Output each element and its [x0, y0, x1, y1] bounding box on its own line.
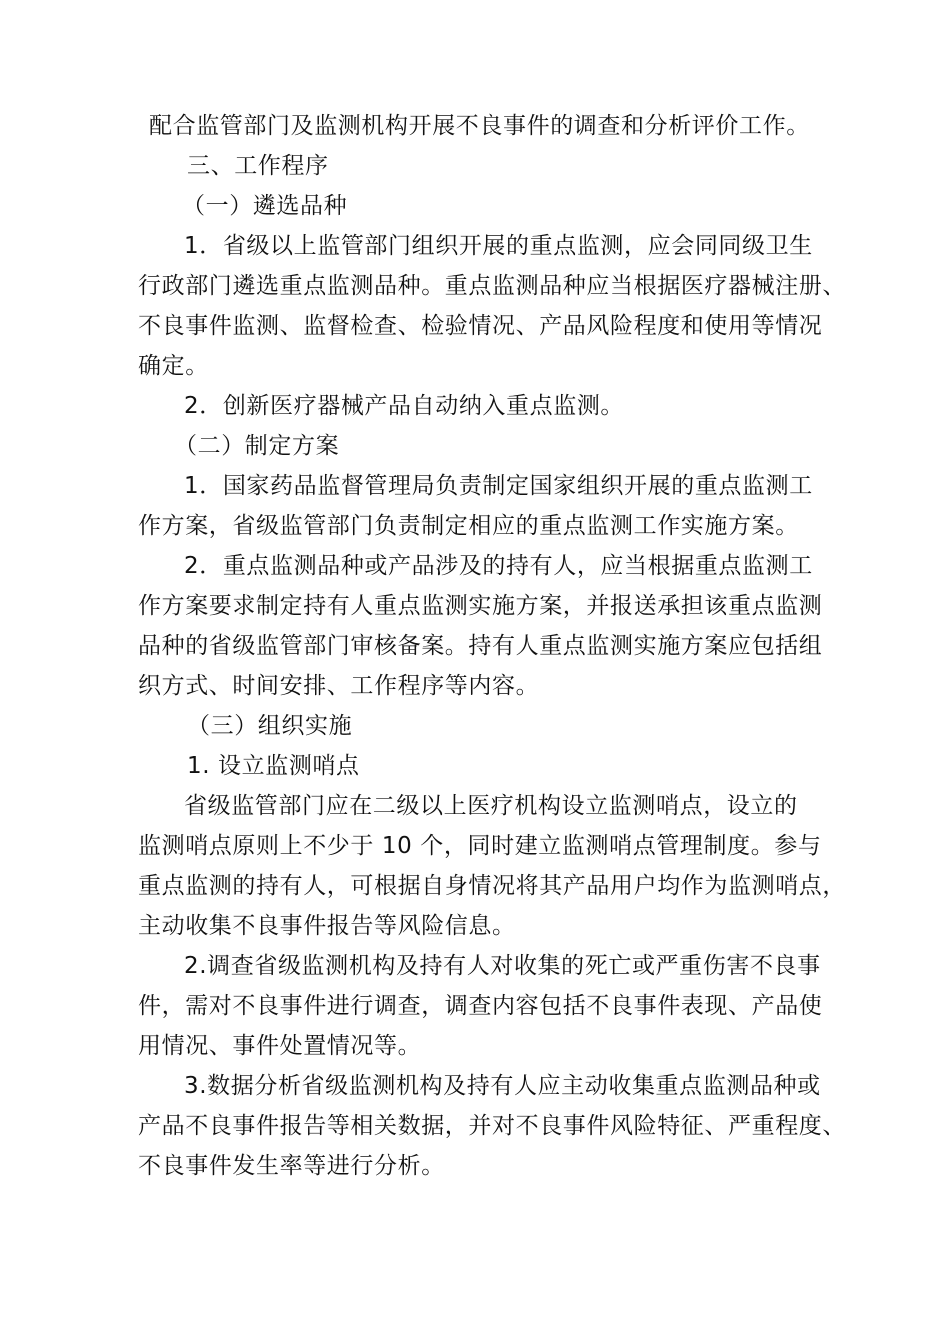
paragraph-line: 确定。 [138, 353, 209, 379]
paragraph-line: 织方式、时间安排、工作程序等内容。 [138, 673, 540, 699]
paragraph-line: 作方案，省级监管部门负责制定相应的重点监测工作实施方案。 [138, 513, 799, 539]
paragraph-line: 用情况、事件处置情况等。 [138, 1033, 422, 1059]
paragraph-line: 2．创新医疗器械产品自动纳入重点监测。 [184, 393, 625, 419]
paragraph-line: 省级监管部门应在二级以上医疗机构设立监测哨点，设立的 [184, 793, 798, 819]
section-heading: 三、工作程序 [187, 153, 329, 179]
paragraph-line: 品种的省级监管部门审核备案。持有人重点监测实施方案应包括组 [138, 633, 823, 659]
paragraph-line: 2.调查省级监测机构及持有人对收集的死亡或严重伤害不良事 [184, 953, 821, 979]
paragraph-line: 1．国家药品监督管理局负责制定国家组织开展的重点监测工 [184, 473, 813, 499]
paragraph-line: 重点监测的持有人，可根据自身情况将其产品用户均作为监测哨点， [138, 873, 846, 899]
paragraph-line: 不良事件发生率等进行分析。 [138, 1153, 445, 1179]
paragraph-line: 1．省级以上监管部门组织开展的重点监测，应会同同级卫生 [184, 233, 813, 259]
paragraph-line: 产品不良事件报告等相关数据，并对不良事件风险特征、严重程度、 [138, 1113, 846, 1139]
subsection-heading: （一）遴选品种 [182, 193, 348, 219]
paragraph-line: 行政部门遴选重点监测品种。重点监测品种应当根据医疗器械注册、 [138, 273, 846, 299]
subsection-heading: （二）制定方案 [174, 433, 340, 459]
paragraph-line: 件，需对不良事件进行调查，调查内容包括不良事件表现、产品使 [138, 993, 823, 1019]
paragraph-line: 配合监管部门及监测机构开展不良事件的调查和分析评价工作。 [149, 113, 810, 139]
paragraph-line: 2．重点监测品种或产品涉及的持有人，应当根据重点监测工 [184, 553, 813, 579]
subsection-heading: （三）组织实施 [187, 713, 353, 739]
paragraph-line: 主动收集不良事件报告等风险信息。 [138, 913, 516, 939]
item-heading: 1. 设立监测哨点 [187, 753, 360, 779]
paragraph-line: 不良事件监测、监督检查、检验情况、产品风险程度和使用等情况 [138, 313, 823, 339]
paragraph-line: 3.数据分析省级监测机构及持有人应主动收集重点监测品种或 [184, 1073, 821, 1099]
paragraph-line: 作方案要求制定持有人重点监测实施方案，并报送承担该重点监测 [138, 593, 823, 619]
paragraph-line: 监测哨点原则上不少于 10 个，同时建立监测哨点管理制度。参与 [138, 833, 822, 859]
